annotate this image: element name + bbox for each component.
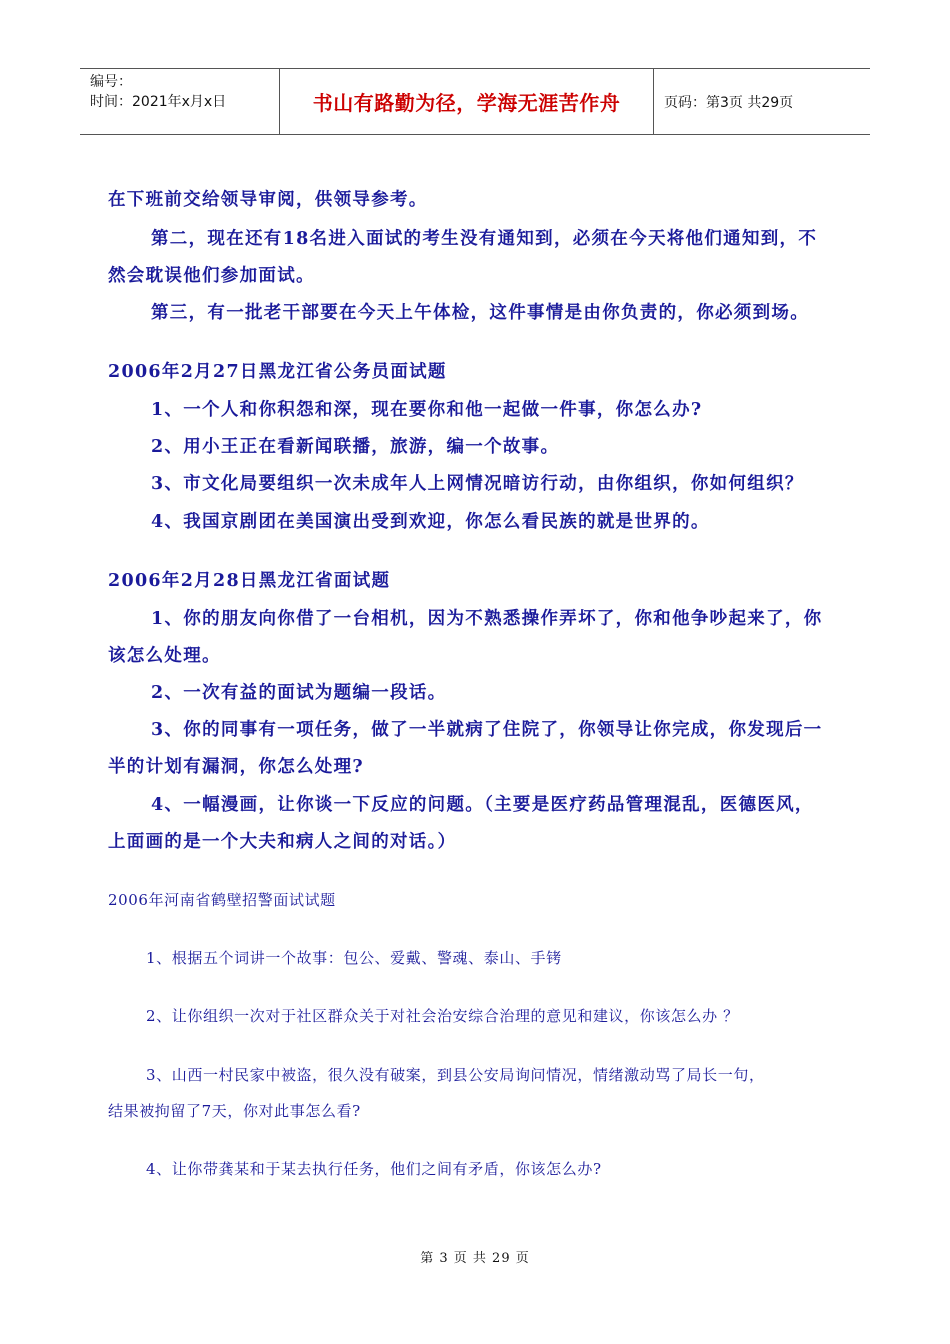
question-item: 1、根据五个词讲一个故事：包公、爱戴、警魂、泰山、手铐 xyxy=(146,949,562,967)
question-item: 2、让你组织一次对于社区群众关于对社会治安综合治理的意见和建议，你该怎么办 ？ xyxy=(146,1007,739,1025)
question-item: 结果被拘留了7天，你对此事怎么看? xyxy=(108,1102,361,1120)
question-item: 4、一幅漫画，让你谈一下反应的问题。（主要是医疗药品管理混乱，医德医风， xyxy=(151,795,814,815)
question-item: 2、用小王正在看新闻联播，旅游，编一个故事。 xyxy=(151,437,560,457)
header-motto: 书山有路勤为径，学海无涯苦作舟 xyxy=(280,69,654,134)
question-item: 4、我国京剧团在美国演出受到欢迎，你怎么看民族的就是世界的。 xyxy=(151,512,710,532)
body-line: 第二，现在还有18名进入面试的考生没有通知到，必须在今天将他们通知到，不 xyxy=(151,229,818,249)
date-label: 时间：2021年x月x日 xyxy=(90,94,227,110)
number-label: 编号： xyxy=(90,74,132,90)
question-item: 1、一个人和你积怨和深，现在要你和他一起做一件事，你怎么办? xyxy=(151,400,703,420)
section-title: 2006年2月28日黑龙江省面试题 xyxy=(108,571,391,591)
question-item: 2、一次有益的面试为题编一段话。 xyxy=(151,683,447,703)
question-item: 上面画的是一个大夫和病人之间的对话。） xyxy=(108,832,457,852)
question-item: 3、你的同事有一项任务，做了一半就病了住院了，你领导让你完成，你发现后一 xyxy=(151,720,823,740)
section-title: 2006年2月27日黑龙江省公务员面试题 xyxy=(108,362,447,382)
section-title: 2006年河南省鹤壁招警面试试题 xyxy=(108,891,336,909)
question-item: 1、你的朋友向你借了一台相机，因为不熟悉操作弄坏了，你和他争吵起来了，你 xyxy=(151,609,823,629)
question-item: 3、山西一村民家中被盗，很久没有破案，到县公安局询问情况，情绪激动骂了局长一句， xyxy=(146,1066,765,1084)
question-item: 该怎么处理。 xyxy=(108,646,221,666)
header-page-code: 页码：第3页 共29页 xyxy=(664,94,794,111)
question-item: 半的计划有漏洞，你怎么处理? xyxy=(108,757,364,777)
question-item: 3、市文化局要组织一次未成年人上网情况暗访行动，由你组织，你如何组织？ xyxy=(151,474,804,494)
header-meta-cell xyxy=(80,69,280,134)
body-line: 第三，有一批老干部要在今天上午体检，这件事情是由你负责的，你必须到场。 xyxy=(151,303,809,323)
page-footer: 第 3 页 共 29 页 xyxy=(420,1251,530,1266)
document-header xyxy=(80,68,870,135)
question-item: 4、让你带龚某和于某去执行任务，他们之间有矛盾，你该怎么办? xyxy=(146,1160,602,1178)
body-line: 在下班前交给领导审阅，供领导参考。 xyxy=(108,190,428,210)
body-line: 然会耽误他们参加面试。 xyxy=(108,266,315,286)
